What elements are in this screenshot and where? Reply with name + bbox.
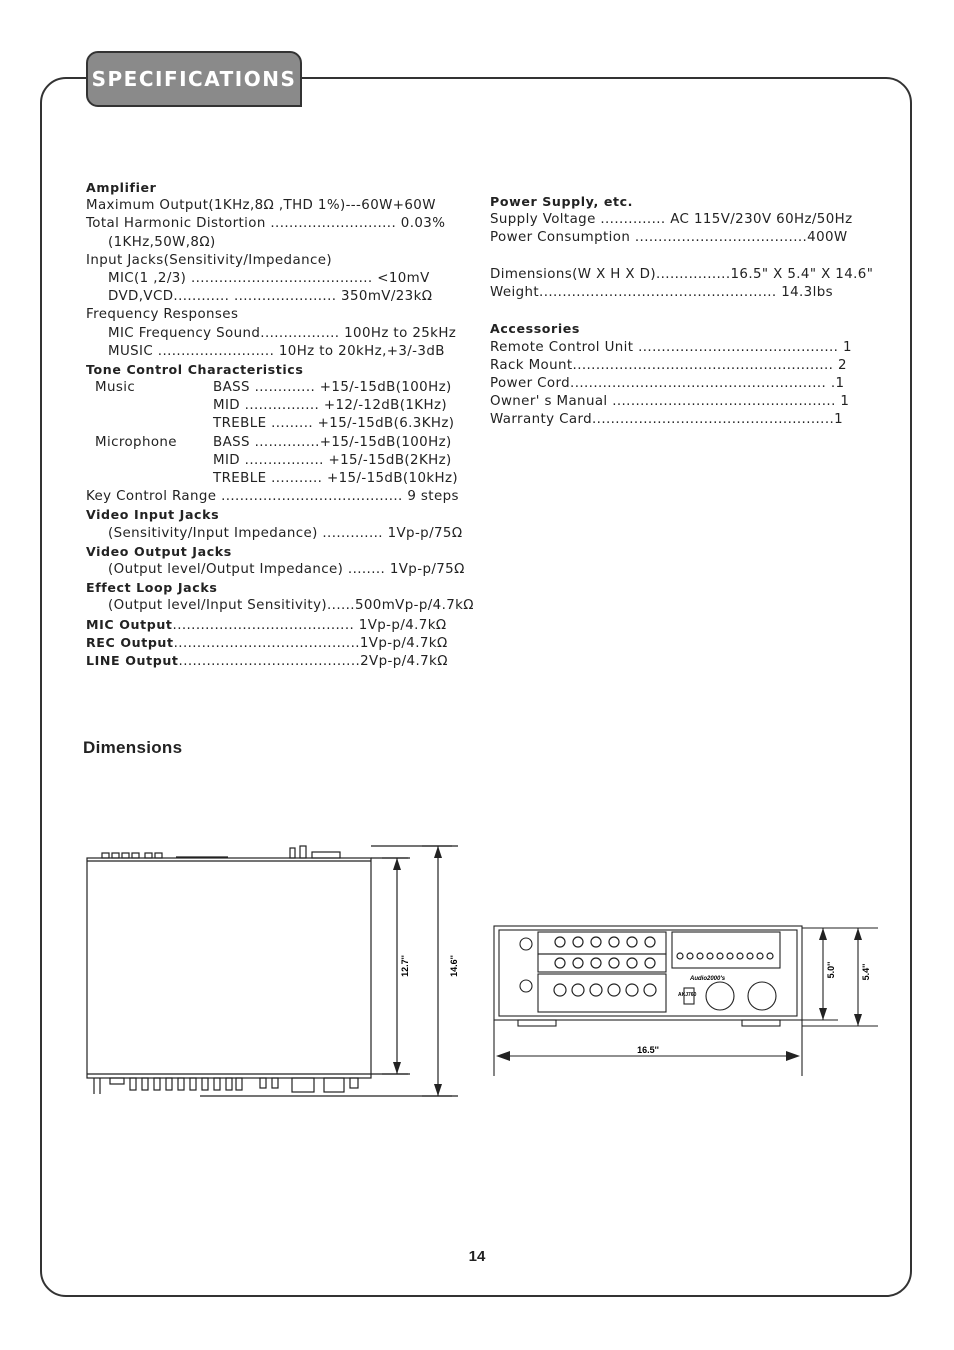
knob-icon [677, 953, 683, 959]
spec-heading: Video Input Jacks [86, 507, 220, 523]
spec-row [86, 397, 486, 415]
spec-heading: Amplifier [86, 180, 157, 195]
knob-icon [627, 937, 637, 947]
knob-icon [717, 953, 723, 959]
tone-value: MID ................ +12/-12dB(1KHz) [213, 398, 448, 414]
knob-icon [609, 958, 619, 968]
knob-icon [591, 937, 601, 947]
height-outer-label: 5.4'' [861, 963, 871, 981]
knob-icon [747, 953, 753, 959]
section-tab [86, 51, 302, 107]
spec-text: (1KHz,50W,8Ω) [108, 234, 216, 250]
knob-icon [687, 953, 693, 959]
spec-row [490, 357, 890, 375]
spec-row [490, 339, 890, 357]
spec-text: Dimensions(W X H X D)................16.5" X 5.4" X 14.6" [490, 266, 874, 282]
knob-icon [645, 937, 655, 947]
output-label: REC Output [86, 634, 174, 650]
spec-row [86, 379, 486, 397]
knob-icon [554, 984, 566, 996]
spec-text: (Sensitivity/Input Impedance) ............. 1Vp-p/75Ω [108, 525, 463, 541]
top-view-drawing [80, 838, 470, 1104]
spec-text: Power Cord....................................................... .1 [490, 375, 845, 391]
spec-row [86, 234, 486, 252]
tone-value: MID ................. +15/-15dB(2KHz) [213, 452, 452, 468]
spec-row [490, 211, 890, 229]
knob-icon [645, 958, 655, 968]
spec-row [86, 470, 486, 488]
spec-row [490, 320, 890, 338]
spec-row [86, 434, 486, 452]
spec-row [86, 197, 486, 215]
spec-row [86, 415, 486, 433]
tone-value: BASS ............. +15/-15dB(100Hz) [213, 380, 452, 396]
spec-heading: Video Output Jacks [86, 543, 232, 559]
spec-text: Weight................................................... 14.3lbs [490, 284, 834, 300]
spec-text: Frequency Responses [86, 307, 239, 323]
spec-row [86, 597, 486, 615]
spec-text: Maximum Output(1KHz,8Ω ,THD 1%)---60W+60W [86, 198, 436, 214]
spec-text: (Output level/Output Impedance) ........ 1Vp-p/75Ω [108, 561, 465, 577]
spec-row [86, 288, 486, 306]
height-inner-label: 5.0'' [826, 961, 836, 979]
spec-text: Rack Mount........................................................ 2 [490, 357, 847, 373]
dimensions-heading: Dimensions [83, 738, 183, 757]
knob-icon [757, 953, 763, 959]
section-title: SPECIFICATIONS [91, 67, 297, 91]
spec-text: Owner' s Manual ................................................ 1 [490, 394, 850, 410]
knob-icon [608, 984, 620, 996]
spec-text: Warranty Card....................................................1 [490, 412, 844, 428]
spec-row [86, 179, 486, 197]
spec-heading: Power Supply, etc. [490, 194, 634, 209]
spec-row [86, 452, 486, 470]
spec-heading: Tone Control Characteristics [86, 361, 304, 377]
spec-row [86, 543, 486, 561]
knob-icon [573, 937, 583, 947]
spec-row [86, 343, 486, 361]
front-view-drawing [488, 920, 884, 1080]
spec-row [86, 506, 486, 524]
spec-row [490, 411, 890, 429]
spec-row [86, 488, 486, 506]
knob-icon [644, 984, 656, 996]
knob-icon [697, 953, 703, 959]
output-value: ....................................... 1Vp-p/4.7kΩ [172, 617, 447, 633]
spec-row [86, 306, 486, 324]
spec-row [86, 652, 486, 670]
knob-icon [737, 953, 743, 959]
knob-icon [572, 984, 584, 996]
spec-text: (Output level/Input Sensitivity)......500mVp-p/4.7kΩ [108, 598, 474, 614]
spec-row [86, 616, 486, 634]
spec-row [490, 193, 890, 211]
spec-text: Supply Voltage .............. AC 115V/230V 60Hz/50Hz [490, 212, 853, 228]
output-label: LINE Output [86, 652, 179, 668]
knob-icon [767, 953, 773, 959]
page-number: 14 [468, 1248, 486, 1265]
knob-icon [590, 984, 602, 996]
depth-inner-label: 12.7'' [400, 955, 410, 977]
spec-text: Power Consumption .....................................400W [490, 230, 848, 246]
spec-text: MIC(1 ,2/3) ....................................... <10mV [108, 270, 430, 286]
left-spec-column [86, 179, 486, 670]
spec-heading: Accessories [490, 321, 581, 337]
right-spec-column [490, 193, 890, 429]
spec-text: Remote Control Unit ........................................... 1 [490, 339, 852, 355]
spec-row [490, 266, 890, 284]
spec-row [86, 561, 486, 579]
spec-row [490, 393, 890, 411]
spec-heading: Effect Loop Jacks [86, 580, 218, 596]
output-value: .......................................2Vp-p/4.7kΩ [178, 653, 448, 669]
knob-icon [555, 958, 565, 968]
spec-row [86, 252, 486, 270]
output-label: MIC Output [86, 616, 173, 632]
depth-outer-label: 14.6'' [449, 955, 459, 977]
spec-row [490, 248, 890, 266]
tone-value: TREBLE ........... +15/-15dB(10kHz) [213, 471, 459, 486]
spec-text: DVD,VCD............ ...................... 350mV/23kΩ [108, 289, 433, 305]
spec-row [86, 325, 486, 343]
spec-row [86, 579, 486, 597]
spec-row [86, 634, 486, 652]
spec-text: MUSIC ......................... 10Hz to 20kHz,+3/-3dB [108, 343, 445, 359]
width-label: 16.5'' [637, 1045, 659, 1055]
spec-row [86, 215, 486, 233]
knob-icon [627, 958, 637, 968]
brand-logo: Audio2000's [690, 976, 726, 982]
knob-icon [609, 937, 619, 947]
knob-icon [591, 958, 601, 968]
tone-category: Microphone [95, 434, 177, 450]
spec-row [86, 270, 486, 288]
spec-text: Key Control Range ....................................... 9 steps [86, 489, 459, 505]
spec-row [86, 361, 486, 379]
spec-row [86, 525, 486, 543]
knob-icon [727, 953, 733, 959]
output-value: ........................................1Vp-p/4.7kΩ [173, 635, 448, 651]
tone-value: TREBLE ......... +15/-15dB(6.3KHz) [213, 416, 455, 432]
tone-category: Music [95, 380, 136, 396]
knob-icon [573, 958, 583, 968]
tone-value: BASS ..............+15/-15dB(100Hz) [213, 434, 452, 450]
knob-icon [555, 937, 565, 947]
knob-icon [626, 984, 638, 996]
spec-text: MIC Frequency Sound................. 100Hz to 25kHz [108, 325, 457, 341]
spec-row [490, 302, 890, 320]
model-label: AKJ760 [678, 992, 697, 998]
spec-row [490, 375, 890, 393]
spec-row [490, 284, 890, 302]
knob-icon [707, 953, 713, 959]
spec-text: Input Jacks(Sensitivity/Impedance) [86, 252, 332, 268]
spec-text: Total Harmonic Distortion ........................... 0.03% [86, 216, 446, 232]
spec-row [490, 229, 890, 247]
